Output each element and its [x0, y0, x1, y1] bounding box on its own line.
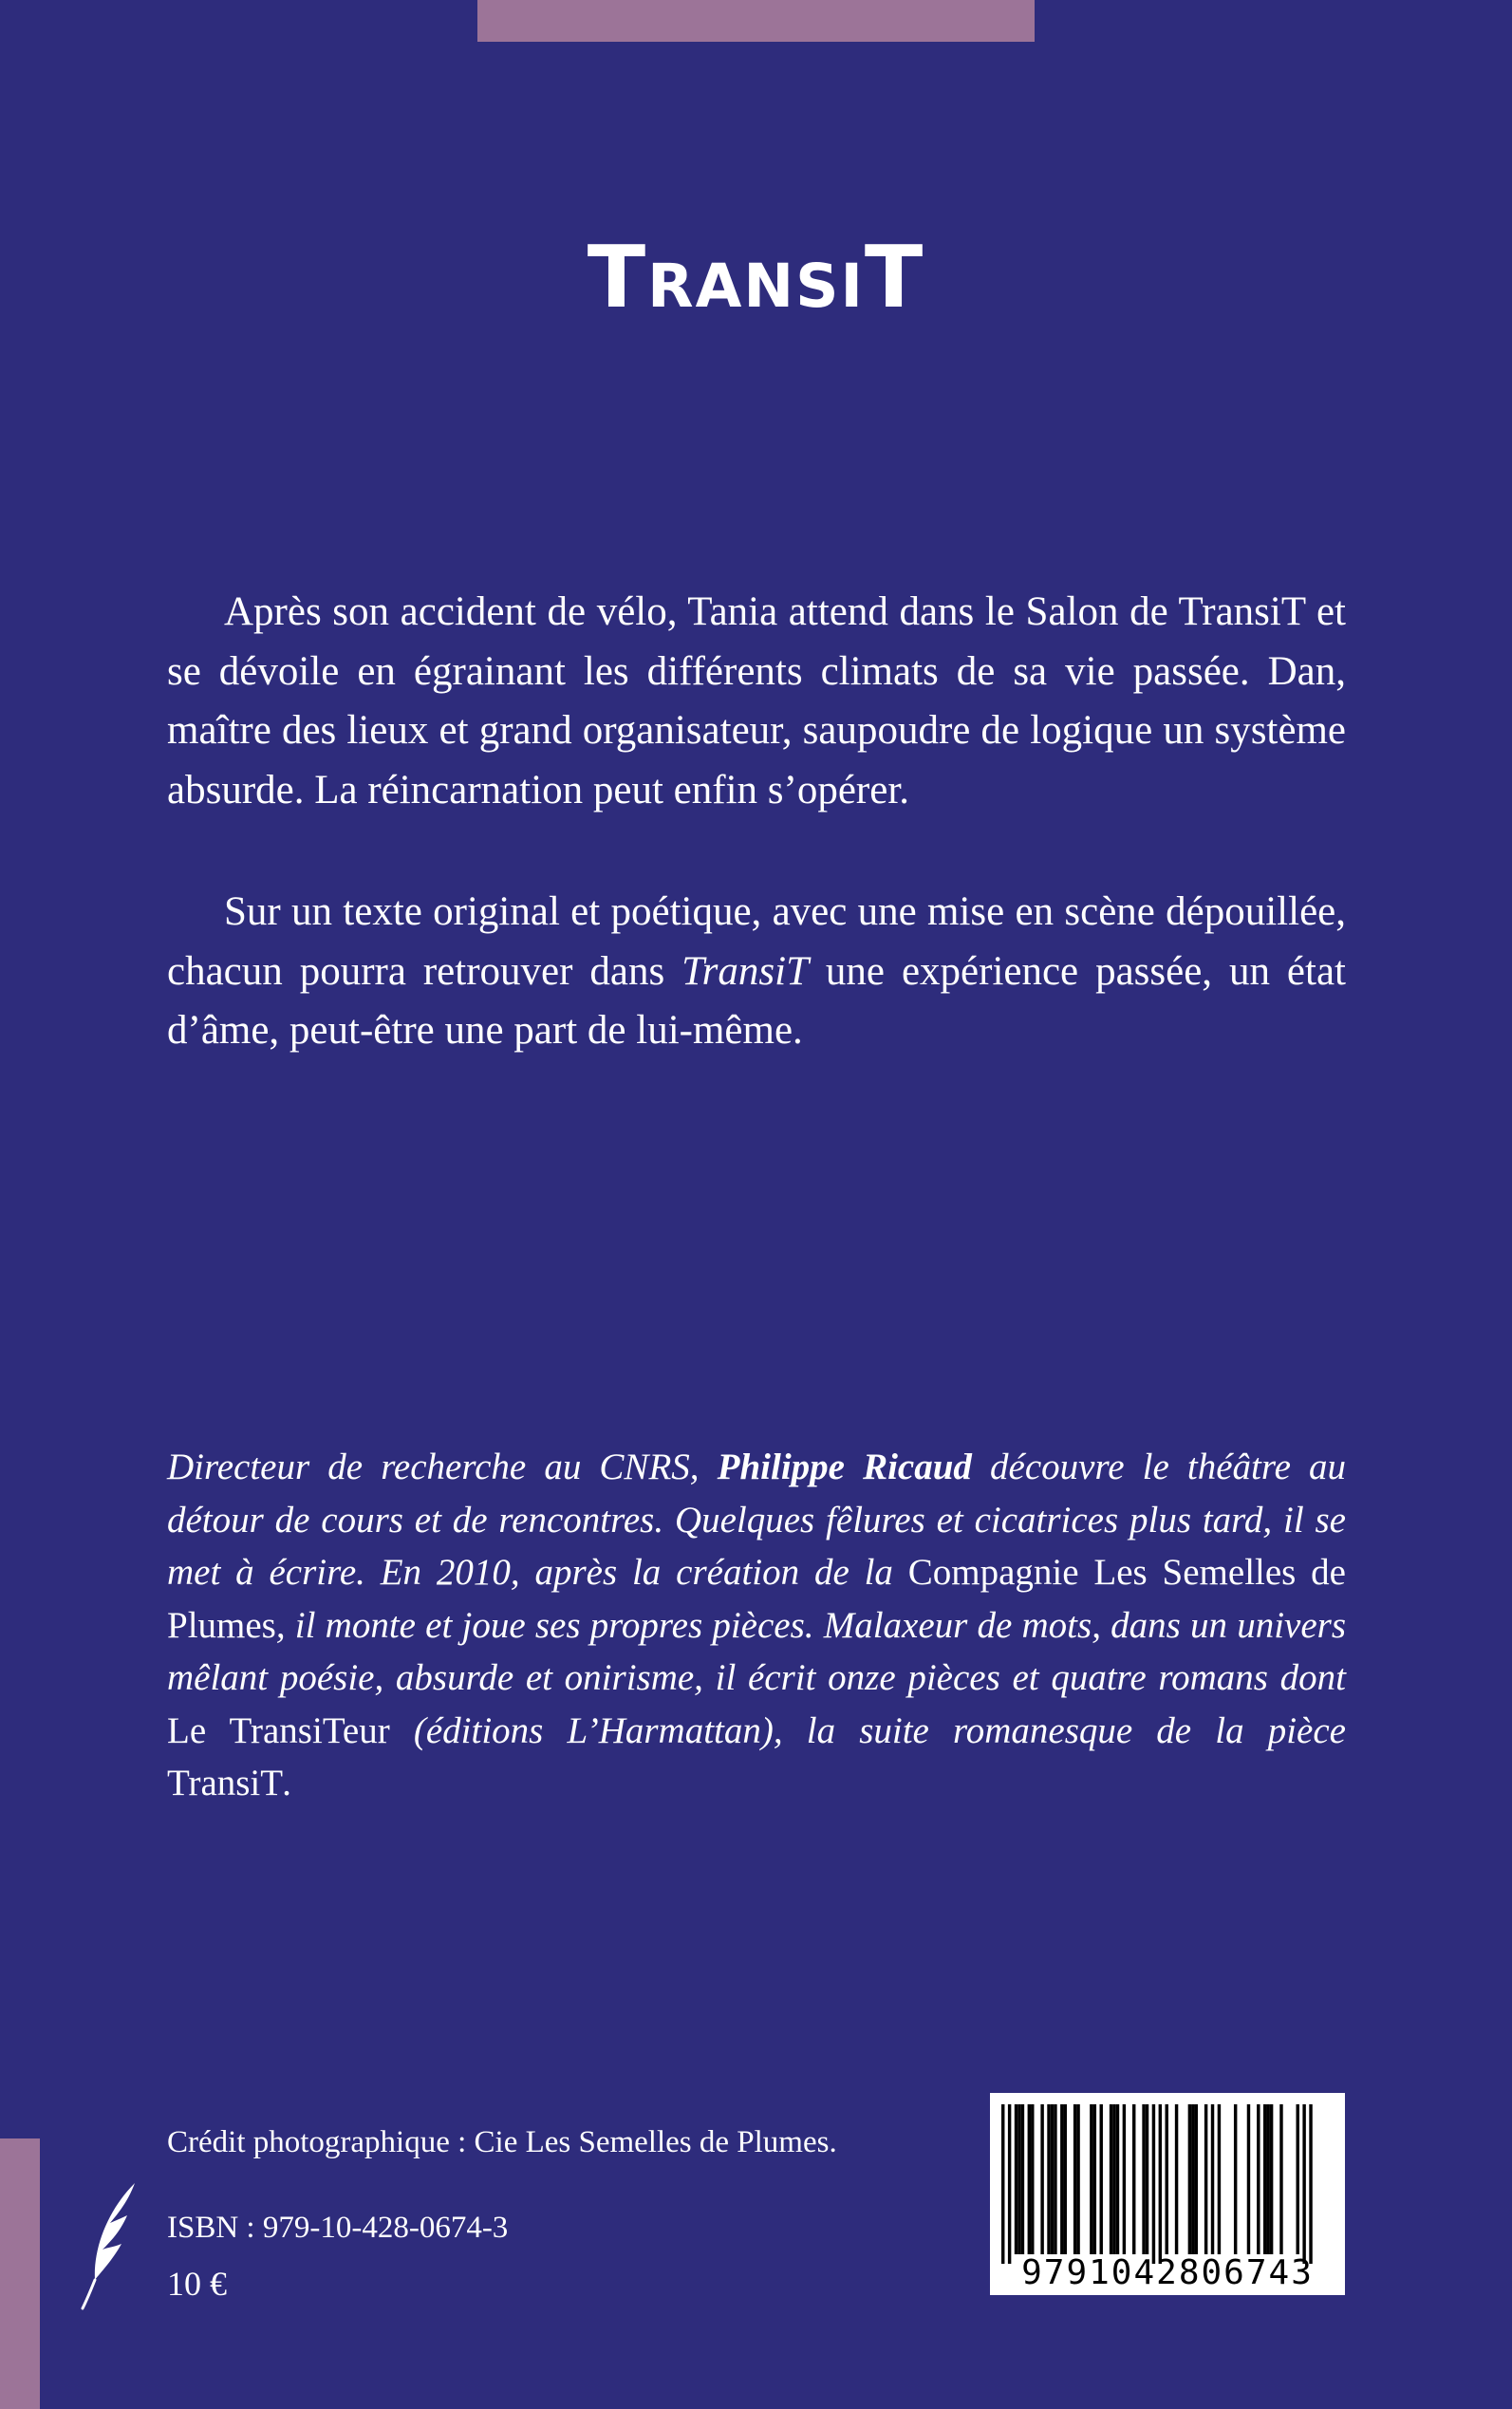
barcode-bar: [1297, 2104, 1299, 2254]
feather-icon: [80, 2181, 140, 2310]
barcode-bar: [1028, 2104, 1031, 2254]
barcode-bar: [1152, 2104, 1155, 2264]
synopsis-paragraph-1: Après son accident de vélo, Tania attend dans le Salon de TransiT et se dévoile en égrainant les différents climats de sa vie passée. Dan, maître des lieux et grand organisateur, saupoudre de logique un système absurde. La réincarnation peut enfin s’opérer.: [167, 589, 1346, 812]
barcode-bar: [1017, 2104, 1020, 2254]
barcode-bar: [1211, 2104, 1214, 2254]
barcode-bar: [1064, 2104, 1067, 2254]
barcode-digits: 9791042806743: [1021, 2253, 1314, 2292]
bio-text: .: [283, 1763, 292, 1803]
barcode-bar: [1263, 2104, 1266, 2254]
barcode-bar: [1142, 2104, 1145, 2254]
barcode-bar: [1132, 2104, 1135, 2254]
barcode-bar: [1040, 2104, 1043, 2254]
barcode-bar: [1031, 2104, 1034, 2254]
barcode-bar: [1123, 2104, 1126, 2254]
barcode-bar: [1001, 2104, 1004, 2264]
barcode-bar: [1159, 2104, 1162, 2264]
barcode-bar: [1247, 2104, 1250, 2254]
price: 10 €: [167, 2265, 227, 2303]
author-name: Philippe Ricaud: [717, 1447, 972, 1487]
barcode-bar: [1073, 2104, 1076, 2254]
barcode-bar: [1051, 2104, 1054, 2254]
barcode-bar: [1112, 2104, 1115, 2254]
barcode-bar: [1302, 2104, 1305, 2264]
barcode-bar: [1015, 2104, 1017, 2254]
top-accent-band: [477, 0, 1035, 42]
barcode-bar: [1234, 2104, 1237, 2254]
barcode: [990, 2093, 1345, 2295]
barcode-bar: [1093, 2104, 1096, 2254]
barcode-bar: [1090, 2104, 1092, 2254]
book-title: TransiT: [587, 228, 925, 327]
photo-credit: Crédit photographique : Cie Les Semelles de Plumes.: [167, 2125, 837, 2159]
barcode-bar: [1175, 2104, 1178, 2254]
isbn: ISBN : 979-10-428-0674-3: [167, 2211, 509, 2245]
barcode-bar: [1100, 2104, 1103, 2254]
author-biography: [167, 1441, 1346, 1810]
bio-text: , il monte et joue ses propres pièces. Malaxeur de mots, dans un univers mêlant poésie, absurde et onirisme, il écrit onze pièces et quatre romans dont: [167, 1604, 1346, 1698]
bio-text: (éditions L’Harmattan), la suite romanesque de la pièce: [389, 1709, 1346, 1751]
play-title: TransiT: [167, 1763, 284, 1803]
barcode-bar: [1188, 2104, 1191, 2254]
barcode-bar: [1218, 2104, 1221, 2254]
synopsis-text: une expérience passée, un état d’âme, peut-être une part de lui-même.: [167, 948, 1346, 1053]
barcode-bar: [1270, 2104, 1273, 2254]
barcode-bar: [1309, 2104, 1312, 2264]
barcode-bar: [1266, 2104, 1269, 2254]
barcode-bar: [1021, 2104, 1024, 2254]
barcode-bar: [1110, 2104, 1112, 2254]
synopsis-paragraph-2: [167, 883, 1346, 1061]
barcode-bar: [1195, 2104, 1198, 2254]
bio-text: Directeur de recherche au CNRS,: [167, 1447, 718, 1487]
barcode-bar: [1060, 2104, 1063, 2254]
left-accent-band: [0, 2138, 40, 2409]
barcode-bar: [1116, 2104, 1119, 2254]
barcode-bar: [1146, 2104, 1148, 2254]
barcode-bar: [1076, 2104, 1079, 2254]
barcode-bar: [1191, 2104, 1194, 2254]
barcode-bar: [1279, 2104, 1282, 2254]
synopsis: [167, 583, 1346, 1061]
company-name: Compagnie Les Semelles de Plumes: [167, 1552, 1346, 1646]
synopsis-title-ref: TransiT: [681, 948, 809, 994]
novel-title: Le TransiTeur: [167, 1709, 390, 1751]
barcode-bar: [1166, 2104, 1168, 2254]
barcode-bar: [1257, 2104, 1260, 2254]
bio-text: découvre le théâtre au détour de cours et de rencontres. Quelques fêlures et cicatrices plus tard, il se met à écrire. En 2010, après la création de la: [167, 1447, 1347, 1593]
barcode-bar: [1204, 2104, 1207, 2254]
synopsis-text: Sur un texte original et poétique, avec une mise en scène dépouillée, chacun pourra retrouver dans: [167, 889, 1346, 994]
barcode-bar: [1054, 2104, 1056, 2254]
barcode-bar: [1047, 2104, 1050, 2254]
barcode-bar: [1008, 2104, 1011, 2264]
